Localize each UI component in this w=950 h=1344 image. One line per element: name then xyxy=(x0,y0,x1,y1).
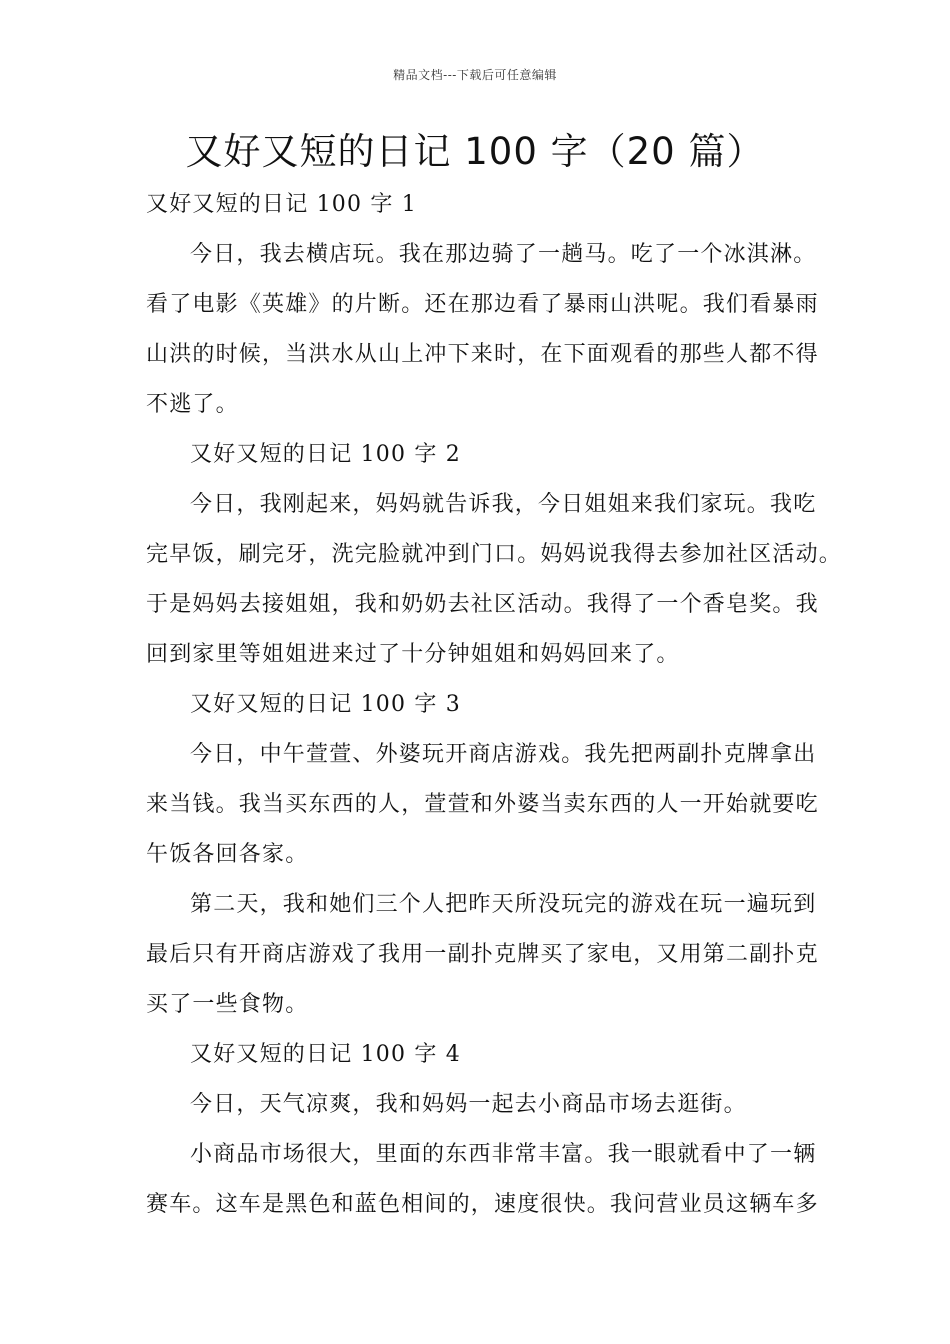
text-line: 小商品市场很大，里面的东西非常丰富。我一眼就看中了一辆 xyxy=(190,1142,817,1167)
text-line: 看了电影《英雄》的片断。还在那边看了暴雨山洪呢。我们看暴雨 xyxy=(146,292,819,317)
text-line: 今日，我刚起来，妈妈就告诉我，今日姐姐来我们家玩。我吃 xyxy=(190,492,817,517)
header-note: 精品文档---下载后可任意编辑 xyxy=(393,68,557,82)
text-line: 买了一些食物。 xyxy=(146,992,309,1017)
text-line: 不逃了。 xyxy=(146,392,239,417)
text-line: 山洪的时候，当洪水从山上冲下来时，在下面观看的那些人都不得 xyxy=(146,342,819,367)
text-line: 又好又短的日记 100 字 1 xyxy=(146,192,417,217)
text-line: 今日，天气凉爽，我和妈妈一起去小商品市场去逛街。 xyxy=(190,1092,747,1117)
text-line: 今日，中午萱萱、外婆玩开商店游戏。我先把两副扑克牌拿出 xyxy=(190,742,817,767)
text-line: 完早饭，刷完牙，洗完脸就冲到门口。妈妈说我得去参加社区活动。 xyxy=(146,542,843,567)
text-line: 第二天，我和她们三个人把昨天所没玩完的游戏在玩一遍玩到 xyxy=(190,892,817,917)
section-heading: 又好又短的日记 100 字 4 xyxy=(190,1042,461,1067)
document-body xyxy=(146,180,843,1230)
page-title: 又好又短的日记 100 字（20 篇） xyxy=(185,130,765,173)
text-line: 午饭各回各家。 xyxy=(146,842,309,867)
section-heading: 又好又短的日记 100 字 2 xyxy=(190,442,461,467)
text-line: 于是妈妈去接姐姐，我和奶奶去社区活动。我得了一个香皂奖。我 xyxy=(146,592,819,617)
text-line: 来当钱。我当买东西的人，萱萱和外婆当卖东西的人一开始就要吃 xyxy=(146,792,819,817)
text-line: 回到家里等姐姐进来过了十分钟姐姐和妈妈回来了。 xyxy=(146,642,680,667)
section-heading: 又好又短的日记 100 字 3 xyxy=(190,692,461,717)
text-line: 赛车。这车是黑色和蓝色相间的，速度很快。我问营业员这辆车多 xyxy=(146,1192,819,1217)
text-line: 最后只有开商店游戏了我用一副扑克牌买了家电，又用第二副扑克 xyxy=(146,942,819,967)
text-line: 今日，我去横店玩。我在那边骑了一趟马。吃了一个冰淇淋。 xyxy=(190,242,817,267)
